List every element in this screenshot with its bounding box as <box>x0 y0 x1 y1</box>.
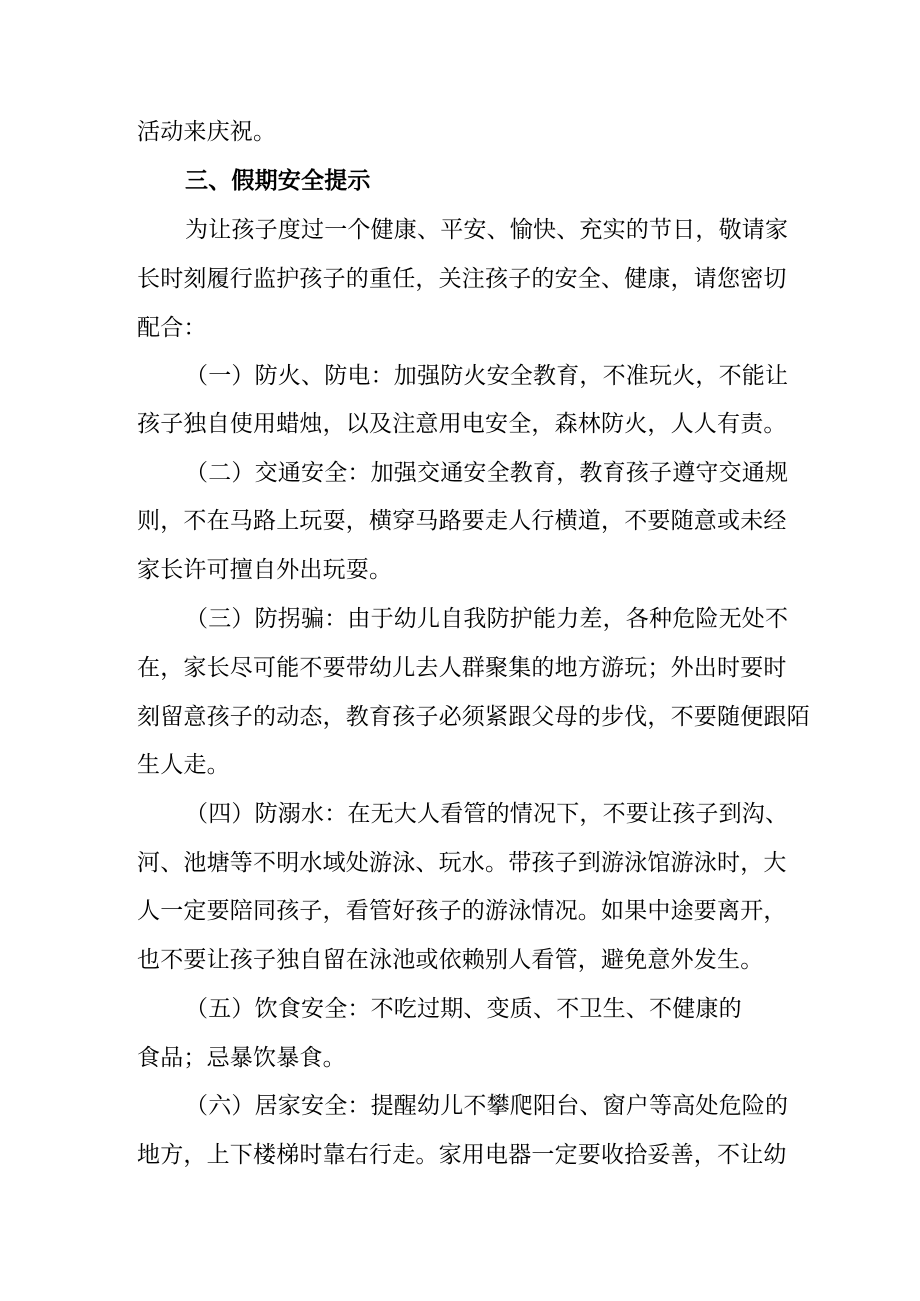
paragraph-line: 河、池塘等不明水域处游泳、玩水。带孩子到游泳馆游泳时，大 <box>137 850 787 876</box>
paragraph-line: （五）饮食安全：不吃过期、变质、不卫生、不健康的 <box>185 996 742 1022</box>
paragraph-line: （四）防溺水：在无大人看管的情况下，不要让孩子到沟、 <box>185 801 789 827</box>
section-heading: 三、假期安全提示 <box>185 168 371 194</box>
paragraph-line: 食品；忌暴饮暴食。 <box>137 1045 346 1071</box>
paragraph-line: （一）防火、防电：加强防火安全教育，不准玩火，不能让 <box>185 363 789 389</box>
paragraph-line: 在，家长尽可能不要带幼儿去人群聚集的地方游玩；外出时要时 <box>137 655 787 681</box>
paragraph-line: （三）防拐骗：由于幼儿自我防护能力差，各种危险无处不 <box>185 606 789 632</box>
paragraph-line: （六）居家安全：提醒幼儿不攀爬阳台、窗户等高处危险的 <box>185 1093 789 1119</box>
paragraph-line: 长时刻履行监护孩子的重任，关注孩子的安全、健康，请您密切 <box>137 266 787 292</box>
paragraph-line: 配合： <box>137 315 207 341</box>
paragraph-line: （二）交通安全：加强交通安全教育，教育孩子遵守交通规 <box>185 460 789 486</box>
paragraph-line: 刻留意孩子的动态，教育孩子必须紧跟父母的步伐，不要随便跟陌 <box>137 704 810 730</box>
paragraph-line: 活动来庆祝。 <box>137 119 277 145</box>
paragraph-line: 孩子独自使用蜡烛，以及注意用电安全，森林防火，人人有责。 <box>137 411 787 437</box>
paragraph-line: 生人走。 <box>137 752 230 778</box>
paragraph-line: 家长许可擅自外出玩耍。 <box>137 557 393 583</box>
paragraph-line: 地方，上下楼梯时靠右行走。家用电器一定要收拾妥善，不让幼 <box>137 1142 787 1168</box>
paragraph-line: 为让孩子度过一个健康、平安、愉快、充实的节日，敬请家 <box>185 217 789 243</box>
paragraph-line: 则，不在马路上玩耍，横穿马路要走人行横道，不要随意或未经 <box>137 508 787 534</box>
paragraph-line: 也不要让孩子独自留在泳池或依赖别人看管，避免意外发生。 <box>137 947 764 973</box>
paragraph-line: 人一定要陪同孩子，看管好孩子的游泳情况。如果中途要离开， <box>137 898 787 924</box>
